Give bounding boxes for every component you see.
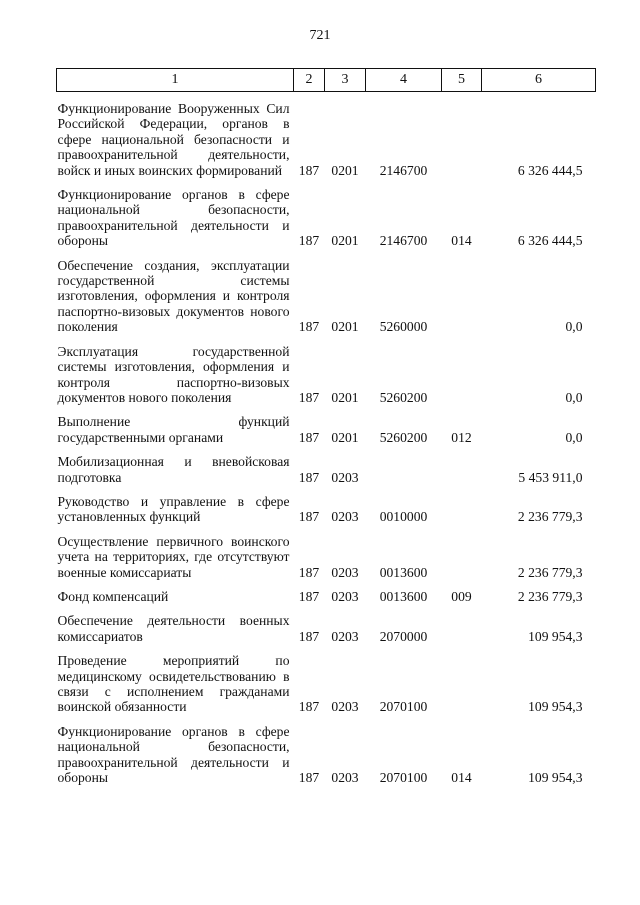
expense-type-cell: [442, 485, 482, 525]
expense-type-cell: [442, 525, 482, 580]
target-article-cell: 0010000: [379, 509, 428, 525]
section-code-cell: 0201: [331, 429, 359, 445]
expense-type-cell: [442, 644, 482, 715]
row-name-cell: Обеспечение деятельности военных комиссариатов: [57, 613, 290, 644]
admin-code-cell: 187: [298, 588, 320, 604]
row-name-cell: Функционирование Вооруженных Сил Российской Федерации, органов в сфере национальной безопасности и правоохранительной деятельности, войск и иных воинских формирований: [57, 101, 290, 178]
amount-cell: 6 326 444,5: [517, 162, 583, 178]
target-article-cell: 2070100: [379, 699, 428, 715]
admin-code-cell: 187: [298, 429, 320, 445]
expense-type-cell: 012: [451, 429, 472, 445]
expense-type-cell: 009: [451, 588, 472, 604]
table-row: [57, 249, 596, 335]
amount-cell: 0,0: [565, 319, 583, 335]
table-body: [57, 69, 596, 786]
section-code-cell: 0203: [331, 628, 359, 644]
column-header-6: 6: [482, 69, 596, 92]
amount-cell: 6 326 444,5: [517, 233, 583, 249]
page-number: 721: [309, 28, 331, 43]
section-code-cell: 0201: [331, 319, 359, 335]
table-row: [57, 715, 596, 786]
table-row: [57, 525, 596, 580]
expense-type-cell: [442, 335, 482, 406]
section-code-cell: 0203: [331, 770, 359, 786]
table-row: [57, 405, 596, 445]
target-article-cell: 0013600: [379, 564, 428, 580]
row-name-cell: Функционирование органов в сфере национальной безопасности, правоохранительной деятельности и обороны: [57, 723, 290, 786]
amount-cell: 0,0: [565, 429, 583, 445]
column-header-1: 1: [57, 69, 294, 92]
row-name-cell: Руководство и управление в сфере установленных функций: [57, 493, 290, 525]
admin-code-cell: 187: [298, 233, 320, 249]
target-article-cell: 5260200: [379, 389, 428, 405]
column-header-4: 4: [366, 69, 442, 92]
amount-cell: 5 453 911,0: [518, 469, 583, 485]
table-row: [57, 445, 596, 485]
row-name-cell: Эксплуатация государственной системы изготовления, оформления и контроля паспортно-визовых документов нового поколения: [57, 343, 290, 405]
target-article-cell: 2146700: [379, 233, 428, 249]
expense-type-cell: [442, 249, 482, 335]
admin-code-cell: 187: [298, 469, 320, 485]
amount-cell: 2 236 779,3: [517, 509, 583, 525]
table-row: [57, 92, 596, 179]
target-article-cell: 2070100: [379, 770, 428, 786]
amount-cell: 109 954,3: [528, 628, 583, 644]
section-code-cell: 0201: [331, 162, 359, 178]
admin-code-cell: 187: [298, 564, 320, 580]
row-name-cell: Фонд компенсаций: [57, 588, 169, 604]
table-row: [57, 644, 596, 715]
expense-type-cell: [442, 445, 482, 485]
section-code-cell: 0203: [331, 469, 359, 485]
admin-code-cell: 187: [298, 162, 320, 178]
table-row: [57, 178, 596, 249]
row-name-cell: Осуществление первичного воинского учета на территориях, где отсутствуют военные комиссариаты: [57, 533, 290, 580]
target-article-cell: 2070000: [379, 628, 428, 644]
target-article-cell: 5260200: [379, 429, 428, 445]
expense-type-cell: 014: [451, 233, 472, 249]
target-article-cell: [366, 445, 442, 485]
column-header-2: 2: [294, 69, 325, 92]
table-row: [57, 604, 596, 644]
amount-cell: 109 954,3: [528, 770, 583, 786]
section-code-cell: 0201: [331, 389, 359, 405]
row-name-cell: Мобилизационная и вневойсковая подготовка: [57, 454, 290, 485]
row-name-cell: Обеспечение создания, эксплуатации государственной системы изготовления, оформления и контроля паспортно-визовых документов нового поколения: [57, 257, 290, 335]
section-code-cell: 0203: [331, 564, 359, 580]
column-number-header: [57, 69, 596, 92]
admin-code-cell: 187: [298, 770, 320, 786]
amount-cell: 109 954,3: [528, 699, 583, 715]
table-row: [57, 335, 596, 406]
admin-code-cell: 187: [298, 319, 320, 335]
table-row: [57, 485, 596, 525]
amount-cell: 0,0: [565, 389, 583, 405]
expense-type-cell: [442, 92, 482, 179]
target-article-cell: 0013600: [379, 588, 428, 604]
row-name-cell: Проведение мероприятий по медицинскому освидетельствованию в связи с исполнением гражданами воинской обязанности: [57, 653, 290, 715]
admin-code-cell: 187: [298, 699, 320, 715]
section-code-cell: 0203: [331, 699, 359, 715]
admin-code-cell: 187: [298, 509, 320, 525]
budget-table: [56, 68, 596, 785]
expense-type-cell: 014: [451, 770, 472, 786]
section-code-cell: 0203: [331, 588, 359, 604]
amount-cell: 2 236 779,3: [517, 564, 583, 580]
admin-code-cell: 187: [298, 628, 320, 644]
amount-cell: 2 236 779,3: [517, 588, 583, 604]
section-code-cell: 0203: [331, 509, 359, 525]
admin-code-cell: 187: [298, 389, 320, 405]
expense-type-cell: [442, 604, 482, 644]
column-header-5: 5: [442, 69, 482, 92]
row-name-cell: Функционирование органов в сфере национальной безопасности, правоохранительной деятельности и обороны: [57, 187, 290, 249]
target-article-cell: 2146700: [379, 162, 428, 178]
table-row: [57, 580, 596, 604]
target-article-cell: 5260000: [379, 319, 428, 335]
column-header-3: 3: [325, 69, 366, 92]
row-name-cell: Выполнение функций государственными органами: [57, 414, 290, 445]
section-code-cell: 0201: [331, 233, 359, 249]
